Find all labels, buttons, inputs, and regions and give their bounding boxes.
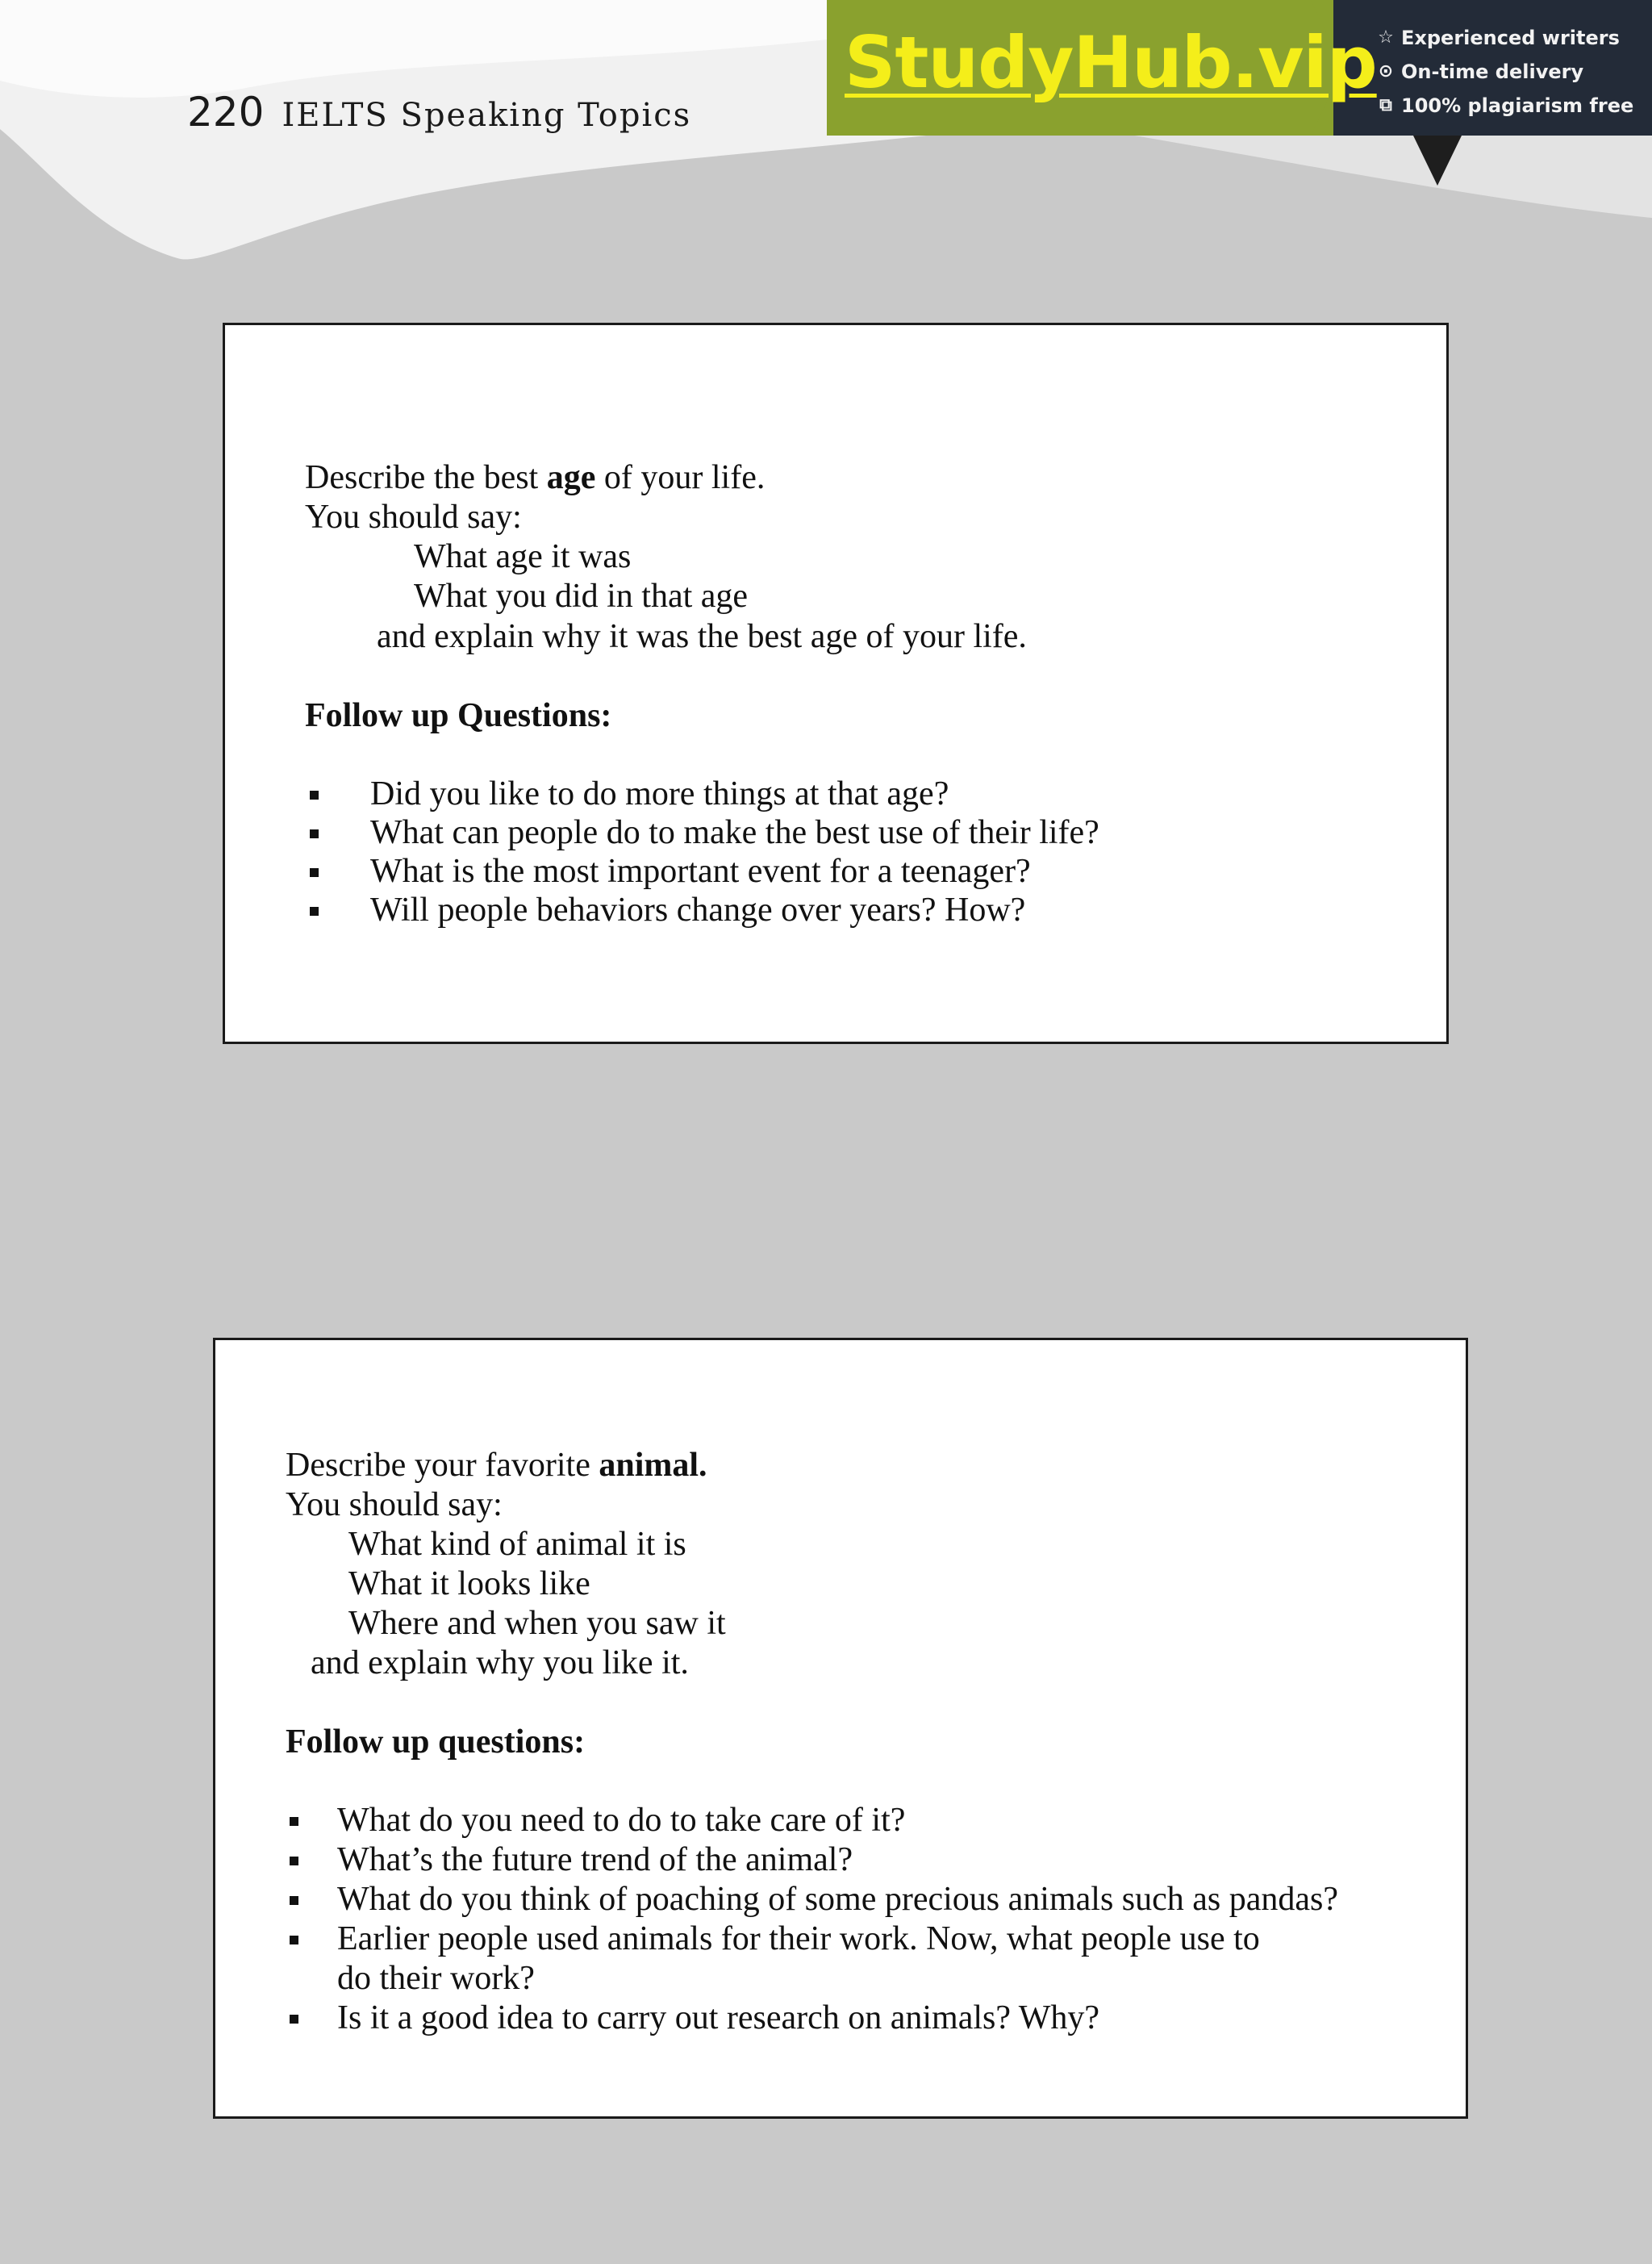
page-number: 220	[187, 89, 265, 136]
card-prompt-text: of your life.	[595, 459, 766, 496]
card-should-say: You should say:	[305, 499, 522, 536]
book-title: IELTS Speaking Topics	[282, 97, 692, 134]
bullet-icon	[290, 1896, 298, 1905]
card-prompt-text: Describe the best	[305, 459, 547, 496]
followup-question: What is the most important event for a teenager?	[370, 853, 1031, 890]
followup-question: What do you think of poaching of some precious animals such as pandas?	[337, 1881, 1339, 1918]
followup-question: What can people do to make the best use of their life?	[370, 814, 1099, 851]
watermark-feature-text: Experienced writers	[1401, 27, 1620, 49]
cue-card-best-age	[223, 323, 1449, 1044]
followup-question: Did you like to do more things at that age?	[370, 775, 949, 812]
bullet-icon	[310, 868, 319, 877]
watermark-feature-list	[1375, 21, 1633, 123]
bookmark-ribbon-tip	[1413, 136, 1462, 186]
followup-heading: Follow up Questions:	[305, 697, 612, 734]
card-point: What you did in that age	[414, 578, 749, 615]
followup-question: Earlier people used animals for their work. Now, what people use to	[337, 1920, 1260, 1957]
card-point: What age it was	[414, 538, 632, 575]
card-prompt-keyword: age	[546, 459, 596, 496]
studyhub-logo[interactable]: StudyHub.vip	[845, 21, 1377, 104]
bullet-icon	[290, 1857, 298, 1865]
watermark-feature	[1375, 89, 1633, 123]
card-prompt	[286, 1446, 707, 1485]
bullet-icon	[310, 791, 319, 800]
cue-card-favorite-animal	[213, 1338, 1468, 2119]
followup-question: Is it a good idea to carry out research on animals? Why?	[337, 1999, 1100, 2036]
followup-heading: Follow up questions:	[286, 1723, 586, 1761]
card-explain: and explain why you like it.	[311, 1644, 689, 1681]
watermark-feature	[1375, 21, 1633, 55]
followup-question-continuation: do their work?	[337, 1960, 535, 1997]
card-explain: and explain why it was the best age of your life.	[377, 618, 1027, 655]
followup-question: What do you need to do to take care of it?	[337, 1802, 906, 1839]
card-point: What it looks like	[348, 1565, 590, 1602]
watermark-feature-text: On-time delivery	[1401, 61, 1584, 83]
card-prompt-keyword: animal.	[599, 1447, 707, 1484]
card-prompt	[305, 458, 765, 498]
star-outline-icon: ☆	[1378, 27, 1394, 48]
card-prompt-text: Describe your favorite	[286, 1447, 599, 1484]
card-point: Where and when you saw it	[348, 1605, 726, 1642]
watermark-feature	[1375, 55, 1633, 89]
card-should-say: You should say:	[286, 1486, 503, 1523]
bullet-icon	[290, 2015, 298, 2024]
bullet-icon	[290, 1936, 298, 1944]
bullet-icon	[310, 907, 319, 916]
card-point: What kind of animal it is	[348, 1526, 686, 1563]
followup-question: Will people behaviors change over years? How?	[370, 892, 1026, 929]
bullet-icon	[310, 829, 319, 838]
studyhub-watermark-banner[interactable]	[827, 0, 1652, 136]
document-copy-icon: ⧉	[1379, 95, 1392, 115]
watermark-feature-text: 100% plagiarism free	[1401, 94, 1634, 117]
clock-icon: ⊙	[1378, 61, 1394, 81]
bullet-icon	[290, 1817, 298, 1826]
followup-question: What’s the future trend of the animal?	[337, 1841, 853, 1878]
page-header	[187, 89, 691, 136]
